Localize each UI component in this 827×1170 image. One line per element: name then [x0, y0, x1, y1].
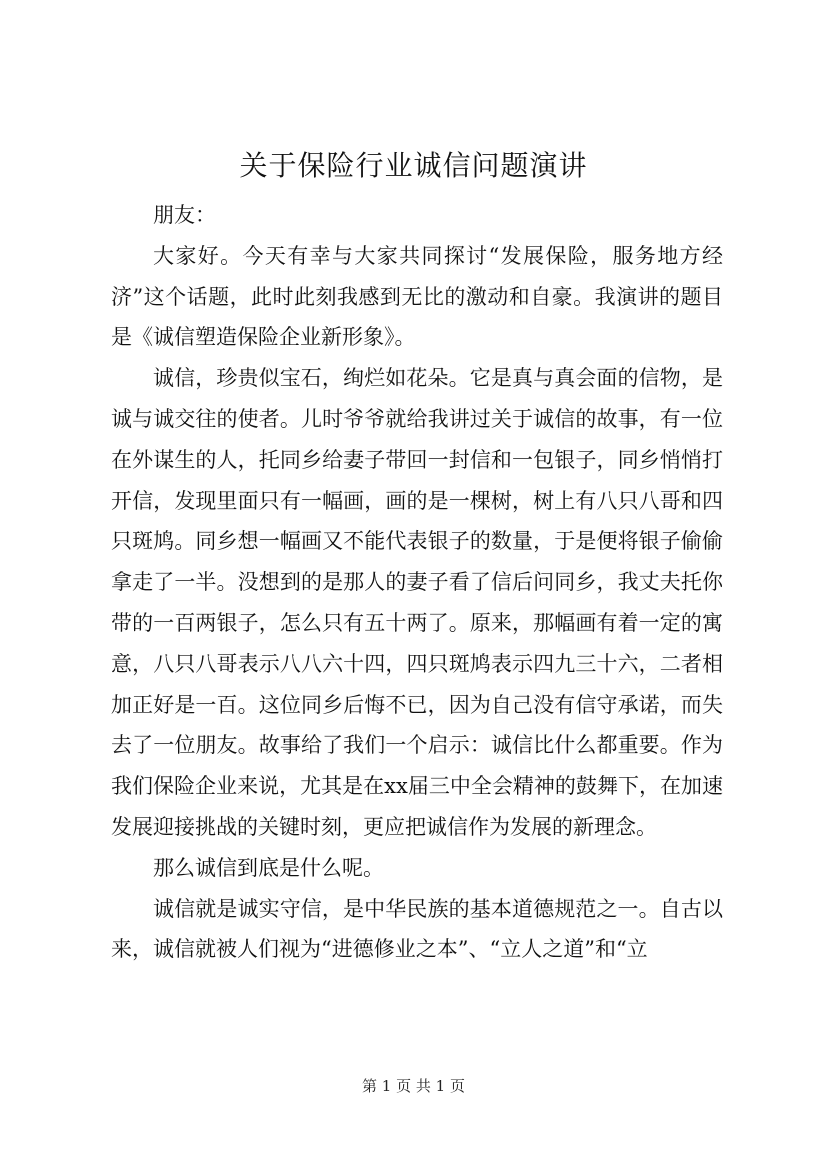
body-paragraph: 诚信就是诚实守信，是中华民族的基本道德规范之一。自古以来，诚信就被人们视为“进德修业之本”、“立人之道”和“立 [111, 896, 723, 962]
document-body [111, 195, 723, 970]
document-title: 关于保险行业诚信问题演讲 [239, 149, 588, 182]
page-footer: 第 1 页 共 1 页 [362, 1077, 465, 1095]
body-paragraph: 大家好。今天有幸与大家共同探讨“发展保险，服务地方经济”这个话题，此时此刻我感到无比的激动和自豪。我演讲的题目是《诚信塑造保险企业新形象》。 [111, 243, 723, 350]
salutation-paragraph: 朋友： [153, 203, 216, 227]
body-paragraph: 诚信，珍贵似宝石，绚烂如花朵。它是真与真会面的信物，是诚与诚交往的使者。儿时爷爷就给我讲过关于诚信的故事，有一位在外谋生的人，托同乡给妻子带回一封信和一包银子，同乡悄悄打开信，发现里面只有一幅画，画的是一棵树，树上有八只八哥和四只斑鸠。同乡想一幅画又不能代表银子的数量，于是便将银子偷偷拿走了一半。没想到的是那人的妻子看了信后问同乡，我丈夫托你带的一百两银子，怎么只有五十两了。原来，那幅画有着一定的寓意，八只八哥表示八八六十四，四只斑鸠表示四九三十六，二者相加正好是一百。这位同乡后悔不已，因为自己没有信守承诺，而失去了一位朋友。故事给了我们一个启示：诚信比什么都重要。作为我们保险企业来说，尤其是在xx届三中全会精神的鼓舞下，在加速发展迎接挑战的关键时刻，更应把诚信作为发展的新理念。 [111, 366, 723, 839]
body-paragraph: 那么诚信到底是什么呢。 [153, 855, 384, 880]
